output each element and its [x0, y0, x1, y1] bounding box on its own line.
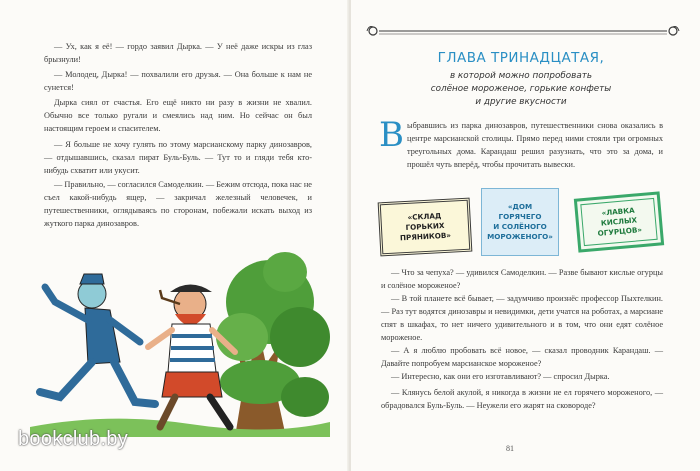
drop-cap: В	[379, 115, 404, 155]
left-paragraph: — Ух, как я её! — гордо заявил Дырка. — У неё даже искры из глаз брызнули!	[44, 42, 312, 64]
sign-sour-cucumbers	[574, 191, 664, 252]
left-paragraph: — Я больше не хочу гулять по этому марсианскому парку динозавров, — отдышавшись, сказал пират Буль-Буль. — Тут то и гляди тебя кто-нибудь схватит или укусит.	[44, 140, 312, 175]
intro-paragraph: ыбравшись из парка динозавров, путешественники снова оказались в центре марсианской столицы. Прямо перед ними стояли три огромных треугольных дома. Карандаш решил разузнать, что это за дома, и прошёл чуть вперёд, чтобы прочитать вывески.	[407, 121, 663, 169]
right-paragraph: — Клянусь белой акулой, я никогда в жизни не ел горячего мороженого, — обрадовался Буль-Буль. — Неужели его жарят на сковороде?	[381, 388, 663, 410]
sign-line: «ДОМ	[507, 202, 533, 211]
sign-hot-salty-icecream	[481, 188, 559, 256]
right-paragraph: — Интересно, как они его изготавливают? — спросил Дырка.	[391, 372, 610, 381]
site-watermark: bookclub.by	[18, 428, 129, 450]
right-page	[351, 0, 700, 471]
sign-line: ОГУРЦОВ»	[597, 225, 643, 238]
right-paragraph: — В той планете всё бывает, — задумчиво произнёс профессор Пыхтелкин. — Раз тут водятся динозавры и невидимки, дети учатся на роботах, а марсиане спят в шкафах, то нет ничего удивительного и в том, что они едят солёное мороженое.	[381, 294, 663, 342]
chapter-subtitle-line: в которой можно попробовать	[449, 71, 593, 81]
sign-line: «СКЛАД	[407, 211, 442, 222]
right-paragraph: — Что за чепуха? — удивился Самоделкин. — Разве бывают кислые огурцы и солёное мороженое?	[381, 268, 663, 290]
left-paragraph: — Правильно, — согласился Самоделкин. — Бежим отсюда, пока нас не съел какой-нибудь ящер, — закричал железный человечек, и путешественники, оглядываясь по сторонам, побежали искать выход из жуткого парка динозавров.	[44, 180, 312, 228]
sign-line: «ЛАВКА	[601, 205, 635, 218]
chapter-title: ГЛАВА ТРИНАДЦАТАЯ,	[437, 50, 605, 66]
sign-line: МОРОЖЕНОГО»	[487, 232, 553, 241]
page-number: 81	[506, 444, 514, 453]
left-paragraph: — Молодец, Дырка! — похвалили его друзья. — Она больше к нам не сунется!	[44, 70, 312, 92]
sign-line: И СОЛЁНОГО	[493, 222, 547, 231]
sign-line: ГОРЬКИХ	[405, 220, 445, 233]
sign-line: ГОРЯЧЕГО	[498, 212, 542, 221]
sign-line: ПРЯНИКОВ»	[399, 230, 452, 243]
sign-bitter-gingerbread	[378, 198, 473, 257]
left-page	[0, 0, 349, 471]
chapter-ornament	[365, 23, 681, 39]
chapter-subtitle-line: солёное мороженое, горькие конфеты	[430, 84, 612, 94]
running-characters-illustration	[30, 232, 330, 437]
left-paragraph: Дырка сиял от счастья. Его ещё никто ни разу в жизни не хвалил. Обычно все только ругали и смеялись над ним. Но сейчас он был настоящим героем и спасителем.	[44, 98, 312, 133]
sign-line: КИСЛЫХ	[600, 215, 638, 228]
chapter-subtitle-line: и другие вкусности	[475, 97, 567, 107]
right-paragraph: — А я люблю пробовать всё новое, — сказал проводник Карандаш. — Давайте попробуем марсианское мороженое?	[381, 346, 663, 368]
